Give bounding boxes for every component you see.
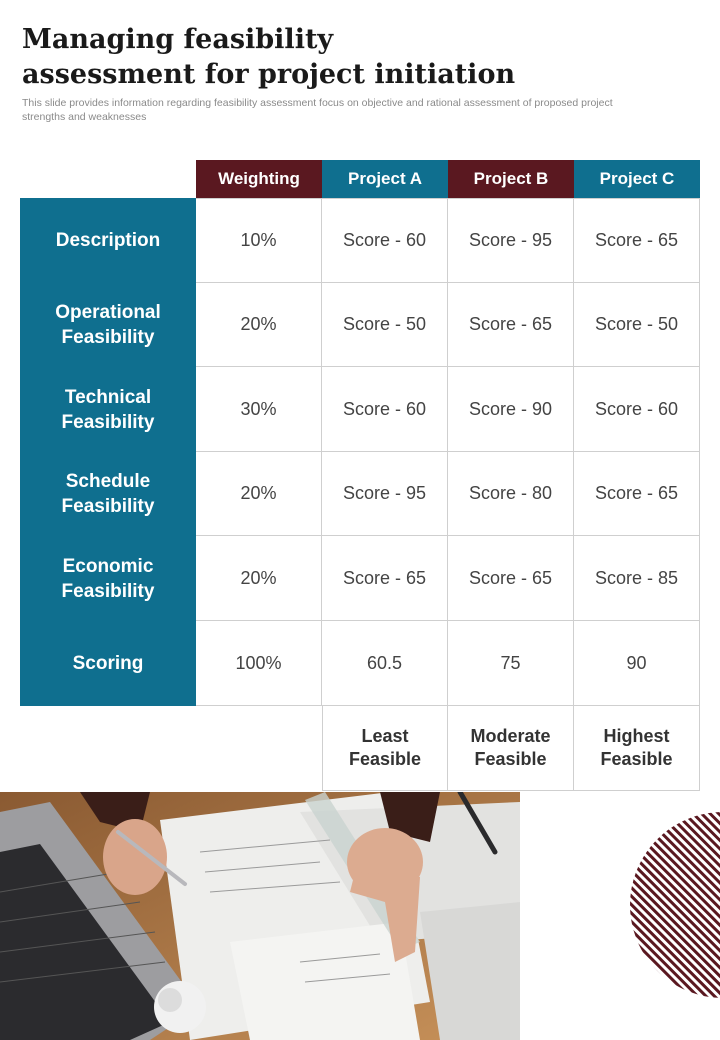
row-label-description: Description [20,198,196,283]
table-cell: Score - 80 [448,452,574,536]
title-line-1: Managing feasibility [22,24,334,55]
table-cell: Score - 65 [574,452,700,536]
table-cell: 20% [196,283,322,367]
table-cell: Score - 50 [322,283,448,367]
table-cell: Score - 50 [574,283,700,367]
table-cell: Score - 95 [322,452,448,536]
feasibility-label-project-b: Moderate Feasible [448,706,574,791]
column-header-project-c: Project C [574,160,700,198]
table-cell: 20% [196,536,322,621]
table-cell: Score - 60 [322,367,448,452]
table-cell: Score - 65 [322,536,448,621]
table-cell: 20% [196,452,322,536]
row-label-technical-feasibility: Technical Feasibility [20,367,196,452]
column-header-project-b: Project B [448,160,574,198]
row-label-economic-feasibility: Economic Feasibility [20,536,196,621]
table-cell: 100% [196,621,322,706]
striped-circle-decoration [628,810,720,1000]
table-cell: 90 [574,621,700,706]
column-header-weighting: Weighting [196,160,322,198]
table-cell: Score - 65 [574,198,700,283]
table-cell: Score - 85 [574,536,700,621]
feasibility-label-project-a: Least Feasible [322,706,448,791]
row-label-schedule-feasibility: Schedule Feasibility [20,452,196,536]
desk-photo [0,792,520,1040]
table-cell: Score - 60 [574,367,700,452]
table-cell: Score - 65 [448,536,574,621]
page-title [22,22,622,92]
row-label-operational-feasibility: Operational Feasibility [20,283,196,367]
table-cell: Score - 90 [448,367,574,452]
page-subtitle: This slide provides information regarding feasibility assessment focus on objective and rational assessment of proposed project strengths and weaknesses [22,97,613,123]
column-header-project-a: Project A [322,160,448,198]
table-cell: 75 [448,621,574,706]
row-label-scoring: Scoring [20,621,196,706]
table-cell: 30% [196,367,322,452]
table-cell: 10% [196,198,322,283]
title-line-2: assessment for project initiation [22,59,516,90]
table-cell: Score - 95 [448,198,574,283]
table-cell: Score - 65 [448,283,574,367]
table-cell: 60.5 [322,621,448,706]
table-cell: Score - 60 [322,198,448,283]
feasibility-label-project-c: Highest Feasible [574,706,700,791]
